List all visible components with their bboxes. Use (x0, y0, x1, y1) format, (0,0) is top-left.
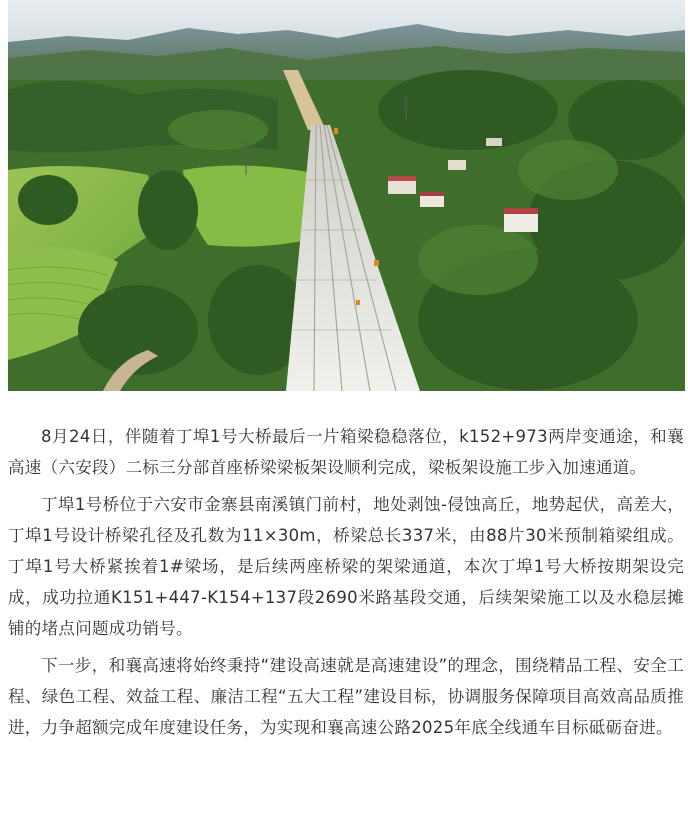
article-paragraph-2: 丁埠1号桥位于六安市金寨县南溪镇门前村，地处剥蚀-侵蚀高丘，地势起伏，高差大，丁埠1号设计桥梁孔径及孔数为11×30m，桥梁总长337米，由88片30米预制箱梁组成。丁埠1号大桥紧挨着1#梁场，是后续两座桥梁的架梁通道，本次丁埠1号大桥按期架设完成，成功拉通K151+447-K154+137段2690米路基段交通，后续架梁施工以及水稳层摊铺的堵点问题成功销号。 (8, 495, 684, 638)
article-paragraph-1: 8月24日，伴随着丁埠1号大桥最后一片箱梁稳稳落位，k152+973两岸变通途，和襄高速（六安段）二标三分部首座桥梁梁板架设顺利完成，梁板架设施工步入加速通道。 (8, 427, 684, 477)
bridge-aerial-photo (8, 0, 685, 391)
rice-field-center (183, 165, 308, 246)
article-body (8, 421, 684, 749)
article-paragraph-3: 下一步，和襄高速将始终秉持“建设高速就是高速建设”的理念，围绕精品工程、安全工程、绿色工程、效益工程、廉洁工程“五大工程”建设目标，协调服务保障项目高效高品质推进，力争超额完成年度建设任务，为实现和襄高速公路2025年底全线通车目标砥砺奋进。 (8, 656, 684, 737)
aerial-landscape-illustration (8, 0, 685, 391)
